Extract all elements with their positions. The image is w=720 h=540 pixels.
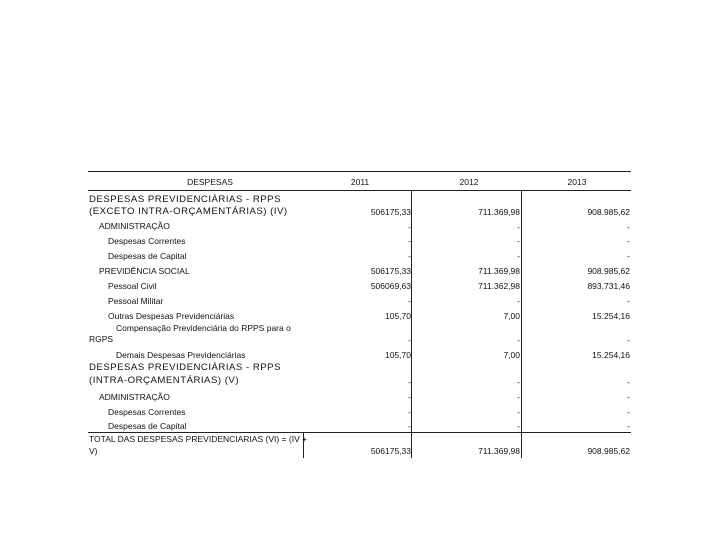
- value-2012: -: [517, 222, 520, 232]
- value-2011: -: [408, 236, 411, 246]
- row-label: Pessoal Civil: [108, 281, 157, 291]
- row-label-cont: (INTRA-ORÇAMENTÁRIAS) (V): [89, 375, 240, 386]
- value-2011: 506175,33: [370, 266, 411, 276]
- row-label: ADMINISTRAÇÃO: [99, 392, 170, 402]
- value-2012: -: [517, 251, 520, 261]
- row-label: Compensação Previdenciária do RPPS para o: [116, 323, 291, 333]
- value-2012: 7,00: [503, 350, 520, 360]
- value-2011: 105,70: [385, 350, 411, 360]
- header-year-2011: 2011: [350, 177, 370, 187]
- value-2013: 15.254,16: [592, 350, 630, 360]
- value-2011: -: [408, 222, 411, 232]
- value-2012: -: [517, 236, 520, 246]
- row-label: DESPESAS PREVIDENCIÁRIAS - RPPS: [89, 194, 281, 205]
- value-2013: -: [627, 296, 630, 306]
- value-2012: -: [517, 392, 520, 402]
- value-2013: -: [627, 392, 630, 402]
- value-2013: 908.985,62: [587, 266, 630, 276]
- value-2011: -: [408, 251, 411, 261]
- value-2013: -: [627, 335, 630, 345]
- total-2013: 908.985,62: [587, 446, 630, 456]
- value-2012: -: [517, 377, 520, 387]
- value-2011: 506175,33: [370, 207, 411, 217]
- value-2012: -: [517, 407, 520, 417]
- header-bottom-rule: [88, 190, 631, 191]
- row-label: ADMINISTRAÇÃO: [99, 221, 170, 231]
- value-2012: 711.369,98: [478, 266, 520, 276]
- value-2013: 15.254,16: [592, 311, 630, 321]
- value-2011: -: [408, 392, 411, 402]
- table-top-rule: [88, 171, 631, 172]
- value-2012: -: [517, 296, 520, 306]
- value-2013: 893.731,46: [587, 281, 630, 291]
- row-label: Despesas Correntes: [108, 236, 186, 246]
- col-divider-3: [521, 190, 522, 458]
- header-year-2012: 2012: [459, 177, 479, 187]
- row-label: PREVIDÊNCIA SOCIAL: [99, 266, 190, 276]
- row-label: DESPESAS PREVIDENCIÁRIAS - RPPS: [89, 362, 281, 373]
- col-divider-2: [411, 190, 412, 458]
- value-2011: -: [408, 421, 411, 431]
- value-2013: -: [627, 377, 630, 387]
- value-2013: -: [627, 251, 630, 261]
- row-label: Despesas de Capital: [108, 421, 187, 431]
- total-top-rule: [88, 432, 631, 433]
- row-label: Despesas Correntes: [108, 407, 186, 417]
- value-2012: 711.369,98: [478, 207, 520, 217]
- total-2011: 506175,33: [370, 446, 411, 456]
- value-2012: 711.362,98: [478, 281, 520, 291]
- value-2011: 506069,63: [370, 281, 411, 291]
- header-year-2013: 2013: [567, 177, 587, 187]
- value-2013: -: [627, 407, 630, 417]
- value-2012: 7,00: [503, 311, 520, 321]
- row-label: Despesas de Capital: [108, 251, 187, 261]
- value-2011: 105,70: [385, 311, 411, 321]
- value-2011: -: [408, 335, 411, 345]
- total-2012: 711.369,98: [478, 446, 520, 456]
- row-label-cont: RGPS: [89, 334, 114, 344]
- value-2013: -: [627, 421, 630, 431]
- total-label: TOTAL DAS DESPESAS PREVIDENCIARIAS (VI) = (IV +: [89, 434, 308, 444]
- value-2013: 908.985,62: [587, 207, 630, 217]
- row-label: Demais Despesas Previdenciárias: [116, 350, 246, 360]
- total-label-cont: V): [89, 446, 98, 456]
- value-2013: -: [627, 236, 630, 246]
- row-label: Outras Despesas Previdenciárias: [108, 311, 235, 321]
- row-label-cont: (EXCETO INTRA-ORÇAMENTÁRIAS) (IV): [89, 206, 288, 217]
- value-2011: -: [408, 296, 411, 306]
- value-2013: -: [627, 222, 630, 232]
- value-2011: -: [408, 377, 411, 387]
- header-despesas: DESPESAS: [187, 177, 233, 187]
- value-2012: -: [517, 335, 520, 345]
- value-2012: -: [517, 421, 520, 431]
- row-label: Pessoal Militar: [108, 296, 164, 306]
- value-2011: -: [408, 407, 411, 417]
